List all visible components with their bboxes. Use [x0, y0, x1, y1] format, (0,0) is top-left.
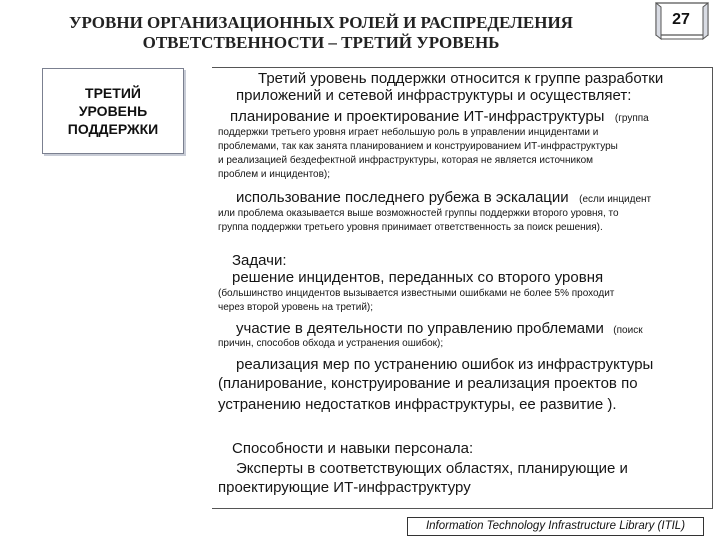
item-2: [236, 189, 651, 207]
item-1-note-head: (группа: [614, 113, 649, 124]
slide-title: [0, 13, 642, 53]
item-1: [230, 108, 649, 126]
level-label-line-2: УРОВЕНЬ: [78, 103, 148, 119]
item-1-note-line-1: поддержки третьего уровня играет небольшую роль в управлении инцидентами и: [218, 127, 599, 138]
task-1-main: решение инцидентов, переданных со второго уровня: [232, 269, 604, 286]
task-2-main: участие в деятельности по управлению проблемами: [236, 320, 604, 337]
skills-line-2: проектирующие ИТ-инфраструктуру: [218, 479, 471, 496]
item-1-main: планирование и проектирование ИТ-инфраструктуры: [230, 108, 605, 125]
item-1-note-line-2: проблемами, так как занята планированием и конструированием ИТ-инфраструктуры: [218, 141, 618, 152]
page-number: 27: [672, 11, 690, 28]
title-line-1: УРОВНИ ОРГАНИЗАЦИОННЫХ РОЛЕЙ И РАСПРЕДЕЛЕНИЯ: [69, 13, 573, 32]
item-2-note-head: (если инцидент: [579, 194, 652, 205]
task-2: [236, 320, 643, 338]
skills-line-1: Эксперты в соответствующих областях, планирующие и: [236, 460, 628, 477]
intro-line-1: Третий уровень поддержки относится к группе разработки: [258, 70, 664, 87]
level-label-line-3: ПОДДЕРЖКИ: [67, 121, 159, 137]
intro-line-2: приложений и сетевой инфраструктуры и осуществляет:: [236, 87, 632, 104]
task-1-note-line-1: (большинство инцидентов вызывается известными ошибками не более 5% проходит: [218, 288, 615, 299]
item-2-note-line-1: или проблема оказывается выше возможностей группы поддержки второго уровня, то: [218, 208, 619, 219]
task-1-note-line-2: через второй уровень на третий);: [218, 302, 374, 313]
task-3-line-1: реализация мер по устранению ошибок из инфраструктуры: [236, 356, 654, 373]
skills-heading: Способности и навыки персонала:: [232, 440, 474, 457]
item-2-main: использование последнего рубежа в эскалации: [236, 189, 569, 206]
title-line-2: ОТВЕТСТВЕННОСТИ – ТРЕТИЙ УРОВЕНЬ: [142, 33, 500, 52]
task-3-line-3: устранению недостатков инфраструктуры, ее развитие ).: [218, 396, 617, 413]
task-2-note-line-1: причин, способов обхода и устранения ошибок);: [218, 338, 444, 349]
item-1-note-line-4: проблем и инцидентов);: [218, 169, 331, 180]
tasks-heading: Задачи:: [232, 252, 287, 269]
task-2-note-head: (поиск: [613, 325, 643, 336]
task-3-line-2: (планирование, конструирование и реализация проектов по: [218, 375, 638, 392]
page-number-badge: [652, 2, 712, 42]
level-label-line-1: ТРЕТИЙ: [85, 85, 141, 101]
item-2-note-line-2: группа поддержки третьего уровня принимает ответственность за поиск решения).: [218, 222, 603, 233]
itil-footer-label: Information Technology Infrastructure Library (ITIL): [407, 517, 704, 536]
item-1-note-line-3: и реализацией бездефектной инфраструктуры, которая не является источником: [218, 155, 594, 166]
level-label-box: [42, 68, 184, 154]
